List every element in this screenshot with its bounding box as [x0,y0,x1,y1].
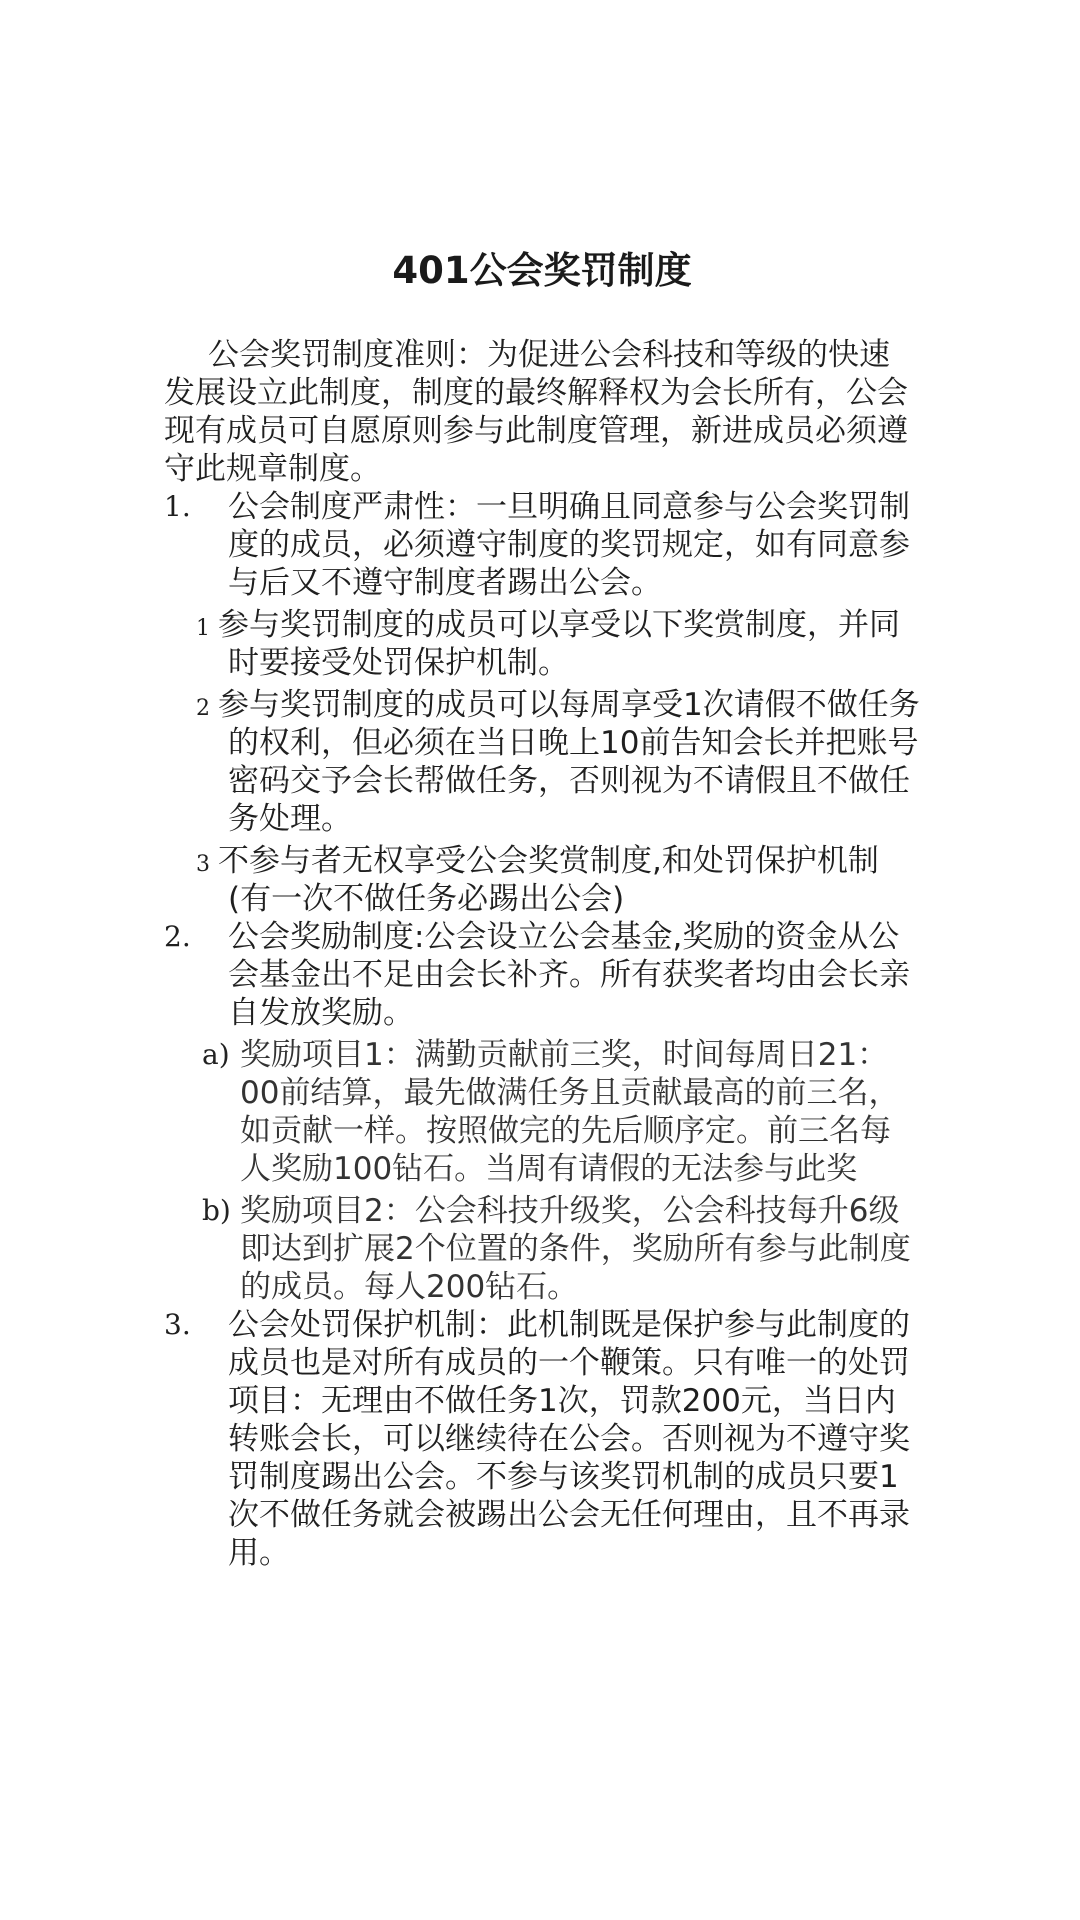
section-1-number: 1. [164,490,191,523]
section-1-subitem-3 [164,842,920,918]
section-2-number: 2. [164,920,191,953]
subitem-text: 参与奖罚制度的成员可以每周享受1次请假不做任务的权利，但必须在当日晚上10前告知会长并把账号密码交予会长帮做任务，否则视为不请假且不做任务处理。 [218,687,920,837]
section-3-text: 公会处罚保护机制：此机制既是保护参与此制度的成员也是对所有成员的一个鞭策。只有唯一的处罚项目：无理由不做任务1次，罚款200元，当日内转账会长，可以继续待在公会。否则视为不遵守奖罚制度踢出公会。不参与该奖罚机制的成员只要1次不做任务就会被踢出公会无任何理由，且不再录用。 [228,1307,910,1571]
section-2-subitem-b [164,1192,920,1306]
subitem-text: 奖励项目1：满勤贡献前三奖，时间每周日21：00前结算，最先做满任务且贡献最高的前三名，如贡献一样。按照做完的先后顺序定。前三名每人奖励100钻石。当周有请假的无法参与此奖 [240,1037,900,1187]
section-1-subitem-2 [164,686,920,838]
section-3-number: 3. [164,1308,191,1341]
subitem-number: 2 [196,696,210,721]
intro-paragraph: 公会奖罚制度准则：为促进公会科技和等级的快速发展设立此制度，制度的最终解释权为会长所有，公会现有成员可自愿原则参与此制度管理，新进成员必须遵守此规章制度。 [164,337,908,487]
subitem-text: 参与奖罚制度的成员可以享受以下奖赏制度，并同时要接受处罚保护机制。 [218,607,900,681]
subitem-number: 3 [196,852,210,877]
section-1-subitem-1 [164,606,920,682]
subitem-letter: a) [202,1038,230,1071]
section-1 [164,488,920,602]
subitem-text: 不参与者无权享受公会奖赏制度,和处罚保护机制(有一次不做任务必踢出公会) [218,843,879,917]
subitem-letter: b) [202,1194,231,1227]
section-1-text: 公会制度严肃性：一旦明确且同意参与公会奖罚制度的成员，必须遵守制度的奖罚规定，如有同意参与后又不遵守制度者踢出公会。 [228,489,910,601]
section-2-subitem-a [164,1036,920,1188]
section-2 [164,918,920,1032]
subitem-number: 1 [196,616,210,641]
document-title: 401公会奖罚制度 [392,249,692,292]
subitem-text: 奖励项目2：公会科技升级奖，公会科技每升6级即达到扩展2个位置的条件，奖励所有参与此制度的成员。每人200钻石。 [240,1193,911,1305]
section-2-text: 公会奖励制度:公会设立公会基金,奖励的资金从公会基金出不足由会长补齐。所有获奖者均由会长亲自发放奖励。 [228,919,910,1031]
section-3 [164,1306,920,1572]
